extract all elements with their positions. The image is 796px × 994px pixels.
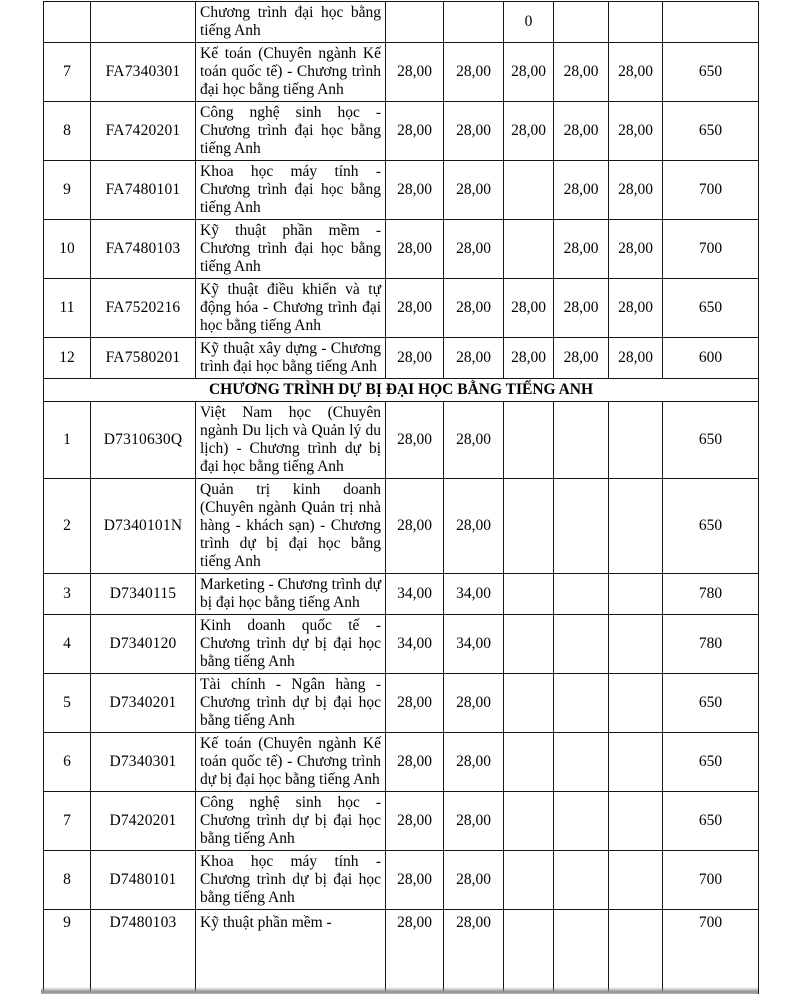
cell-score-1: 28,00: [386, 402, 444, 479]
cell-score-3: [504, 792, 554, 851]
cell-stt: [44, 2, 91, 43]
table-row: [44, 910, 759, 994]
cell-program-name: Kế toán (Chuyên ngành Kế toán quốc tế) - Chương trình dự bị đại học bằng tiếng Anh: [196, 733, 386, 792]
cell-score-1: 28,00: [386, 733, 444, 792]
cell-program-name: Khoa học máy tính - Chương trình dự bị đại học bằng tiếng Anh: [196, 851, 386, 910]
table-row: [44, 851, 759, 910]
cell-score-4: [554, 851, 609, 910]
cell-points: 700: [663, 161, 759, 220]
cell-points: 600: [663, 338, 759, 379]
table-row: [44, 279, 759, 338]
table-row: [44, 479, 759, 574]
cell-program-name: Kinh doanh quốc tế - Chương trình dự bị đại học bằng tiếng Anh: [196, 615, 386, 674]
cell-program-name: Công nghệ sinh học - Chương trình đại học bằng tiếng Anh: [196, 102, 386, 161]
cell-program-name: Tài chính - Ngân hàng - Chương trình dự bị đại học bằng tiếng Anh: [196, 674, 386, 733]
cell-score-3: [504, 615, 554, 674]
cell-score-2: 28,00: [444, 43, 504, 102]
cell-score-2: 28,00: [444, 220, 504, 279]
cell-program-code: FA7480101: [91, 161, 196, 220]
table-row: [44, 615, 759, 674]
cell-program-name: Công nghệ sinh học - Chương trình dự bị đại học bằng tiếng Anh: [196, 792, 386, 851]
cell-program-name: Kỹ thuật phần mềm -: [196, 910, 386, 994]
table-row: [44, 220, 759, 279]
cell-score-1: 28,00: [386, 674, 444, 733]
cell-stt: 9: [44, 161, 91, 220]
table-row: [44, 733, 759, 792]
cell-score-2: 28,00: [444, 279, 504, 338]
cell-score-1: 28,00: [386, 279, 444, 338]
page-bottom-edge: [41, 987, 758, 994]
cell-score-2: 28,00: [444, 402, 504, 479]
cell-score-3: [504, 851, 554, 910]
admission-score-table: [43, 1, 759, 994]
cell-program-name: Quản trị kinh doanh (Chuyên ngành Quản trị nhà hàng - khách sạn) - Chương trình dự bị đại học bằng tiếng Anh: [196, 479, 386, 574]
cell-points: 650: [663, 402, 759, 479]
cell-score-2: 28,00: [444, 161, 504, 220]
cell-program-code: D7340301: [91, 733, 196, 792]
cell-points: 650: [663, 43, 759, 102]
cell-score-5: 28,00: [609, 43, 663, 102]
cell-stt: 2: [44, 479, 91, 574]
cell-points: 650: [663, 279, 759, 338]
cell-score-5: [609, 479, 663, 574]
cell-points: 700: [663, 220, 759, 279]
section-title: CHƯƠNG TRÌNH DỰ BỊ ĐẠI HỌC BẰNG TIẾNG ANH: [44, 379, 759, 402]
cell-score-4: [554, 792, 609, 851]
cell-score-3: 28,00: [504, 279, 554, 338]
cell-program-code: D7480101: [91, 851, 196, 910]
table-row: [44, 161, 759, 220]
cell-score-5: [609, 574, 663, 615]
cell-score-3: 28,00: [504, 102, 554, 161]
cell-score-1: [386, 2, 444, 43]
cell-score-4: [554, 574, 609, 615]
cell-score-2: 28,00: [444, 792, 504, 851]
cell-score-4: 28,00: [554, 102, 609, 161]
cell-score-1: 28,00: [386, 910, 444, 994]
cell-score-2: 28,00: [444, 338, 504, 379]
cell-stt: 5: [44, 674, 91, 733]
cell-program-code: D7310630Q: [91, 402, 196, 479]
cell-score-3: [504, 402, 554, 479]
cell-program-code: FA7340301: [91, 43, 196, 102]
cell-program-name: Kỹ thuật xây dựng - Chương trình đại học bằng tiếng Anh: [196, 338, 386, 379]
cell-score-4: [554, 733, 609, 792]
cell-points: 780: [663, 574, 759, 615]
cell-program-code: FA7480103: [91, 220, 196, 279]
cell-score-5: [609, 792, 663, 851]
cell-points: 650: [663, 792, 759, 851]
cell-program-code: FA7520216: [91, 279, 196, 338]
cell-program-code: FA7420201: [91, 102, 196, 161]
cell-score-1: 34,00: [386, 615, 444, 674]
cell-score-2: 28,00: [444, 674, 504, 733]
cell-score-1: 28,00: [386, 479, 444, 574]
cell-points: 700: [663, 851, 759, 910]
cell-program-code: D7340101N: [91, 479, 196, 574]
cell-score-2: 34,00: [444, 615, 504, 674]
cell-stt: 7: [44, 792, 91, 851]
table-row: [44, 43, 759, 102]
cell-score-1: 34,00: [386, 574, 444, 615]
cell-program-code: D7340115: [91, 574, 196, 615]
cell-score-5: 28,00: [609, 161, 663, 220]
cell-score-5: [609, 402, 663, 479]
cell-points: 650: [663, 733, 759, 792]
cell-score-4: [554, 402, 609, 479]
cell-score-3: [504, 674, 554, 733]
section-header-row: [44, 379, 759, 402]
cell-program-code: D7340201: [91, 674, 196, 733]
cell-stt: 10: [44, 220, 91, 279]
cell-score-1: 28,00: [386, 161, 444, 220]
cell-stt: 9: [44, 910, 91, 994]
cell-score-5: [609, 615, 663, 674]
cell-program-code: D7340120: [91, 615, 196, 674]
cell-score-3: [504, 220, 554, 279]
table-row: [44, 2, 759, 43]
cell-score-4: [554, 910, 609, 994]
cell-stt: 1: [44, 402, 91, 479]
cell-stt: 8: [44, 102, 91, 161]
cell-program-name: Kế toán (Chuyên ngành Kế toán quốc tế) - Chương trình đại học bằng tiếng Anh: [196, 43, 386, 102]
cell-score-3: 28,00: [504, 338, 554, 379]
cell-score-4: 28,00: [554, 338, 609, 379]
cell-program-name: Marketing - Chương trình dự bị đại học bằng tiếng Anh: [196, 574, 386, 615]
table-row: [44, 574, 759, 615]
cell-score-2: 28,00: [444, 910, 504, 994]
cell-score-5: 28,00: [609, 220, 663, 279]
cell-score-2: 28,00: [444, 479, 504, 574]
cell-program-name: Việt Nam học (Chuyên ngành Du lịch và Quản lý du lịch) - Chương trình dự bị đại học bằng tiếng Anh: [196, 402, 386, 479]
cell-stt: 4: [44, 615, 91, 674]
cell-score-4: 28,00: [554, 161, 609, 220]
cell-stt: 12: [44, 338, 91, 379]
cell-program-name: Chương trình đại học bằng tiếng Anh: [196, 2, 386, 43]
cell-score-4: 28,00: [554, 43, 609, 102]
cell-score-2: 34,00: [444, 574, 504, 615]
cell-program-code: D7480103: [91, 910, 196, 994]
cell-points: [663, 2, 759, 43]
cell-stt: 7: [44, 43, 91, 102]
cell-points: 700: [663, 910, 759, 994]
cell-points: 650: [663, 479, 759, 574]
cell-score-4: 28,00: [554, 220, 609, 279]
cell-points: 780: [663, 615, 759, 674]
table-row: [44, 402, 759, 479]
cell-score-5: [609, 674, 663, 733]
cell-score-1: 28,00: [386, 43, 444, 102]
cell-program-code: D7420201: [91, 792, 196, 851]
cell-points: 650: [663, 674, 759, 733]
cell-score-3: [504, 910, 554, 994]
cell-score-4: [554, 615, 609, 674]
cell-score-1: 28,00: [386, 338, 444, 379]
cell-score-2: 28,00: [444, 733, 504, 792]
cell-score-4: 28,00: [554, 279, 609, 338]
cell-stt: 6: [44, 733, 91, 792]
cell-points: 650: [663, 102, 759, 161]
cell-score-3: 0: [504, 2, 554, 43]
cell-score-2: [444, 2, 504, 43]
cell-stt: 3: [44, 574, 91, 615]
cell-score-3: [504, 479, 554, 574]
cell-score-5: 28,00: [609, 102, 663, 161]
cell-score-1: 28,00: [386, 851, 444, 910]
cell-score-4: [554, 2, 609, 43]
cell-score-1: 28,00: [386, 102, 444, 161]
cell-score-4: [554, 479, 609, 574]
cell-score-5: [609, 2, 663, 43]
cell-program-name: Kỹ thuật phần mềm - Chương trình đại học bằng tiếng Anh: [196, 220, 386, 279]
table-row: [44, 338, 759, 379]
cell-score-2: 28,00: [444, 851, 504, 910]
cell-score-3: [504, 161, 554, 220]
cell-program-name: Kỹ thuật điều khiển và tự động hóa - Chương trình đại học bằng tiếng Anh: [196, 279, 386, 338]
cell-program-code: [91, 2, 196, 43]
cell-score-5: 28,00: [609, 338, 663, 379]
table-row: [44, 102, 759, 161]
table-row: [44, 674, 759, 733]
cell-score-5: [609, 851, 663, 910]
cell-score-4: [554, 674, 609, 733]
cell-score-5: 28,00: [609, 279, 663, 338]
cell-program-code: FA7580201: [91, 338, 196, 379]
table-body: [44, 2, 759, 994]
cell-stt: 8: [44, 851, 91, 910]
cell-score-2: 28,00: [444, 102, 504, 161]
cell-score-3: [504, 733, 554, 792]
table-row: [44, 792, 759, 851]
cell-score-3: 28,00: [504, 43, 554, 102]
cell-program-name: Khoa học máy tính - Chương trình đại học bằng tiếng Anh: [196, 161, 386, 220]
cell-score-5: [609, 910, 663, 994]
cell-score-1: 28,00: [386, 792, 444, 851]
cell-stt: 11: [44, 279, 91, 338]
cell-score-3: [504, 574, 554, 615]
cell-score-1: 28,00: [386, 220, 444, 279]
cell-score-5: [609, 733, 663, 792]
